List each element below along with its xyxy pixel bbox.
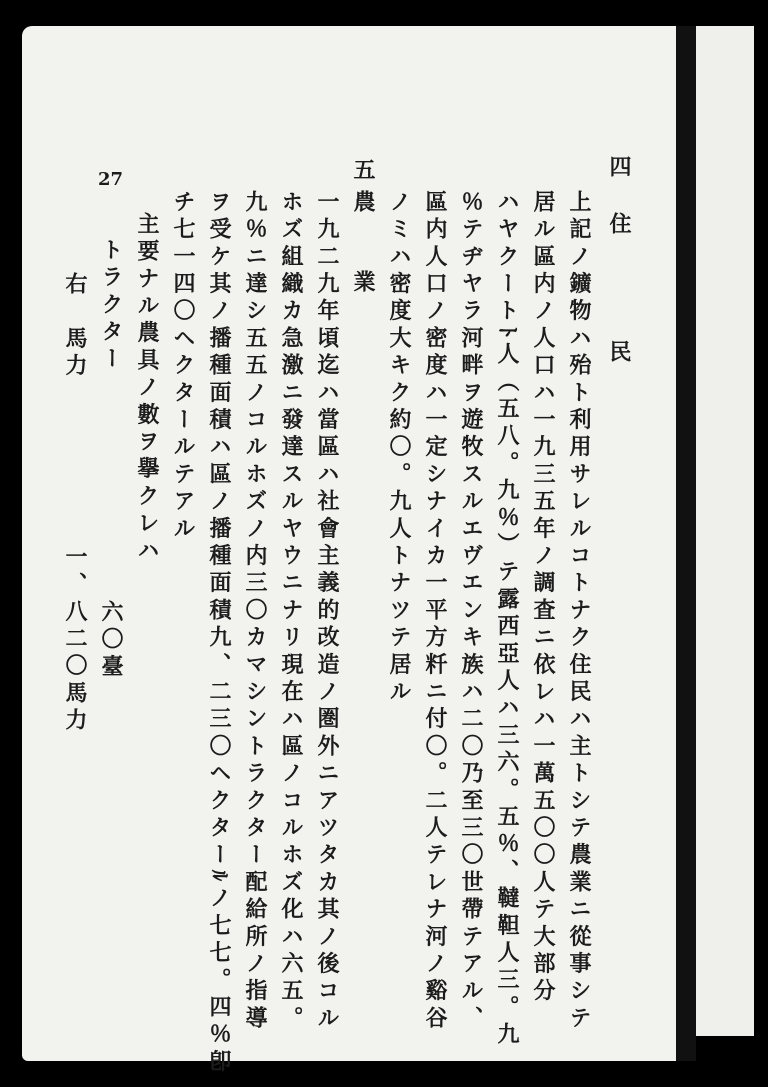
section-5-line-3: 九％ニ達シ五五ノコルホズノ内三〇カマシントラクター配給所ノ指導 — [242, 190, 268, 1034]
section-4-line-6: ノミハ密度大キク約〇。九人トナツテ居ル — [386, 190, 412, 707]
book-spine — [676, 26, 696, 1061]
section-4-line-3: ハヤクートﾄ人（五八。九％）テ露西亞人ハ三六。五％、韃靼人三。九 — [494, 190, 520, 1050]
section-5-line-2: ホズ組織カ急激ニ發達スルヤウニナリ現在ハ區ノコルホズ化ハ六五。 — [278, 190, 304, 1034]
section-5-line-4: ヲ受ケ其ノ播種面積ハ區ノ播種面積九、二三〇ヘクターﾙノ七七。四％卽 — [206, 190, 232, 1077]
adjacent-page-edge — [696, 26, 754, 1036]
section-4-line-5: 區内人口ノ密度ハ一定シナイカ一平方粁ニ付〇。二人テレナ河ノ谿谷 — [422, 190, 448, 1034]
section-4-title: 住 民 — [606, 212, 632, 404]
section-5-line-1: 一九二九年頃迄ハ當區ハ社會主義的改造ノ圏外ニアツタカ其ノ後コル — [314, 190, 340, 1034]
equipment-label-tractor: トラクター — [98, 238, 124, 374]
equipment-label-horsepower: 右 馬力 — [62, 272, 88, 381]
page-number: 27 — [98, 169, 124, 190]
section-4-line-4: ％テヂヤラ河畔ヲ遊牧スルエヴエンキ族ハ二〇乃至三〇世帶テアル、 — [458, 190, 484, 1034]
section-4-line-2: 居ル區内ノ人口ハ一九三五年ノ調査ニ依レハ一萬五〇〇人テ大部分 — [530, 190, 556, 1006]
section-5-line-6: 主要ナル農具ノ數ヲ擧クレハ — [134, 212, 160, 566]
section-4-line-1: 上記ノ鑛物ハ殆ト利用サレルコトナク住民ハ主トシテ農業ニ從事シテ — [566, 190, 592, 1034]
section-4-number: 四 — [606, 155, 632, 183]
section-5-line-5: チ七一四〇ヘクタールテアル — [170, 190, 196, 544]
section-5-number: 五 — [350, 158, 376, 186]
equipment-value-tractor: 六〇臺 — [98, 600, 124, 682]
equipment-value-horsepower: 一、八二〇馬力 — [62, 545, 88, 736]
section-5-title: 農 業 — [350, 190, 376, 310]
